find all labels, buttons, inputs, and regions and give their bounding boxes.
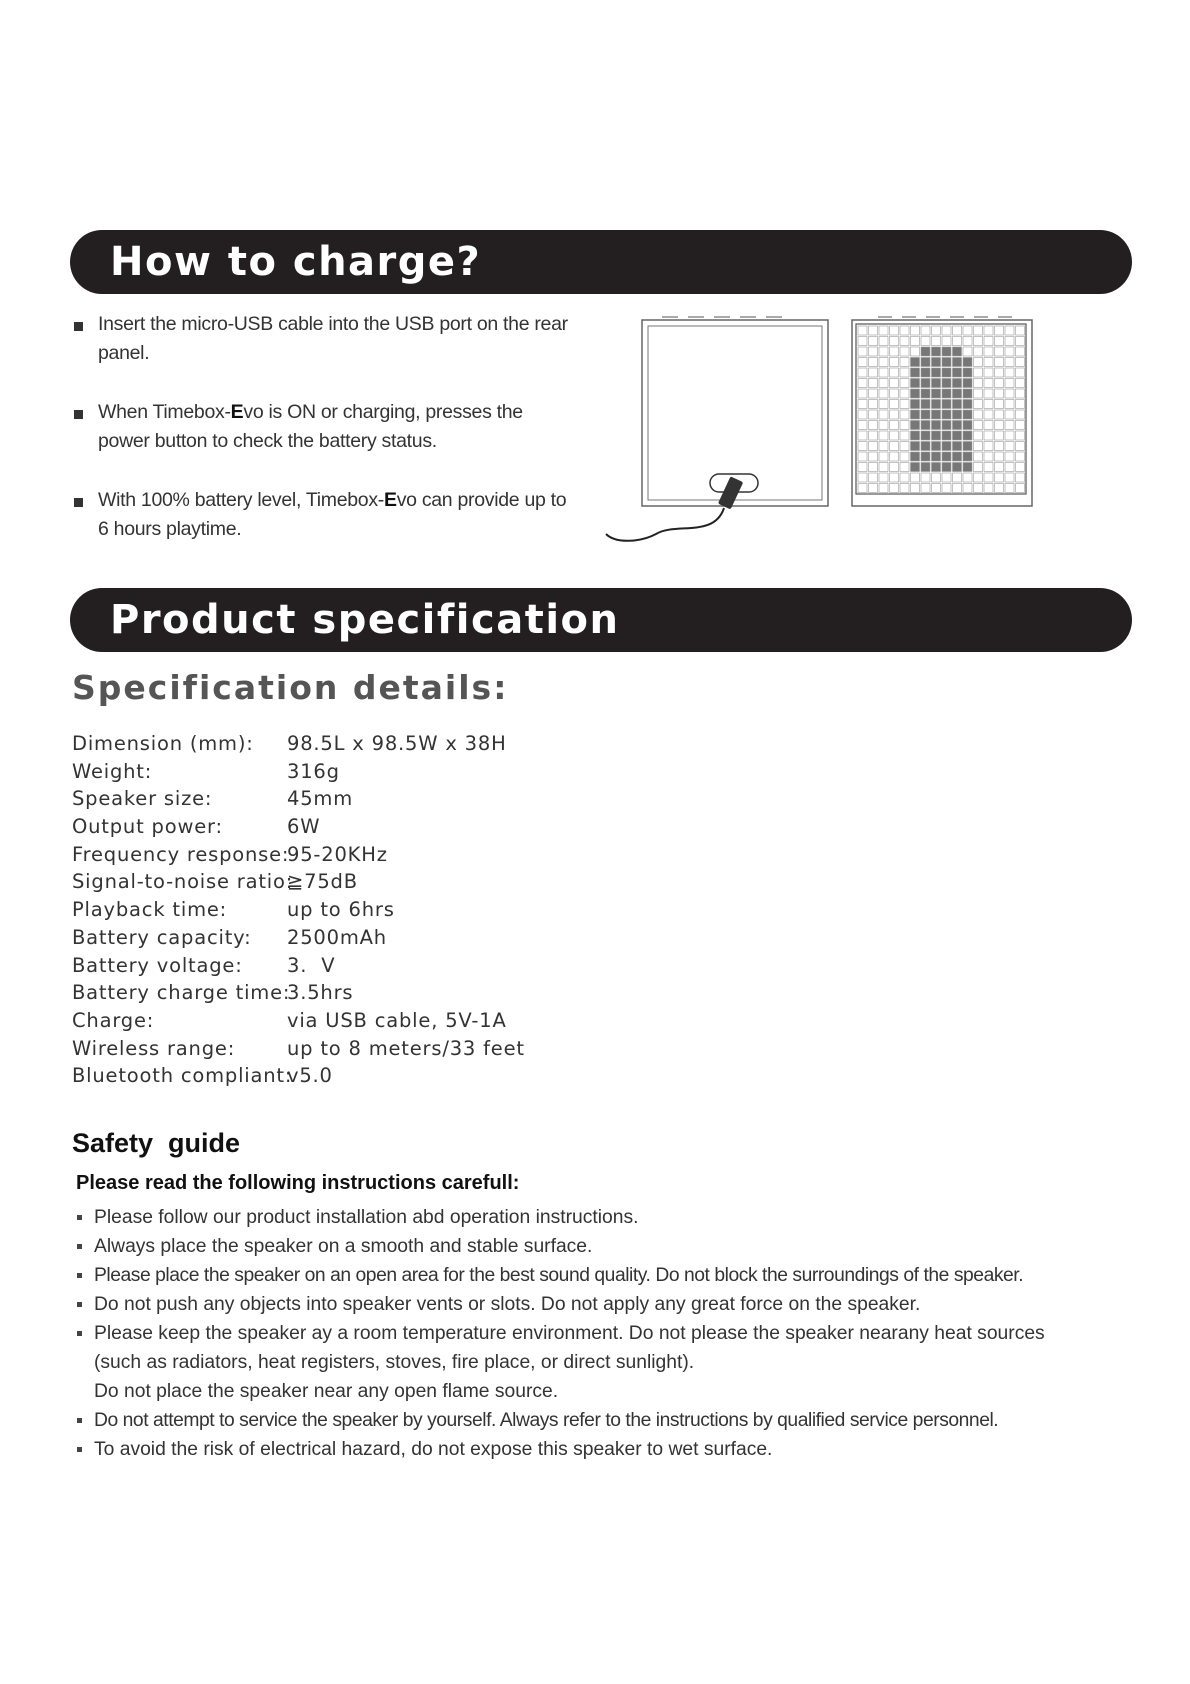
dot-bullet-icon: [77, 1418, 82, 1423]
charge-section-title: How to charge?: [110, 239, 482, 285]
spec-label: Frequency response:: [72, 842, 290, 866]
spec-label: Charge:: [72, 1008, 155, 1032]
safety-guide-title: Safety guide: [72, 1128, 241, 1158]
spec-label: Battery capacity:: [72, 925, 252, 949]
charge-bullet: With 100% battery level, Timebox-Evo can provide up to 6 hours playtime.: [72, 486, 572, 544]
safety-item: Do not attempt to service the speaker by yourself. Always refer to the instructions by qualified service personnel.: [76, 1406, 1076, 1435]
spec-label: Weight:: [72, 759, 153, 783]
charge-bullet: Insert the micro-USB cable into the USB port on the rear panel.: [72, 310, 572, 368]
spec-label: Speaker size:: [72, 787, 213, 811]
spec-value: up to 8 meters/33 feet: [287, 1036, 525, 1060]
spec-value: v5.0: [287, 1064, 333, 1088]
safety-item: Please place the speaker on an open area for the best sound quality. Do not block the surroundings of the speaker.: [76, 1261, 1076, 1290]
spec-value: 98.5L x 98.5W x 38H: [287, 732, 507, 755]
spec-value: 95-20KHz: [287, 842, 388, 866]
spec-label: Wireless range:: [72, 1036, 236, 1060]
safety-instructions-list: [76, 1203, 1076, 1464]
dot-bullet-icon: [77, 1244, 82, 1249]
square-bullet-icon: [74, 322, 83, 331]
charging-illustration: [596, 312, 1056, 552]
dot-bullet-icon: [77, 1215, 82, 1220]
charge-section-banner: [70, 230, 1132, 294]
safety-item: Please keep the speaker ay a room temperature environment. Do not please the speaker nearany heat sources (such as radiators, heat registers, stoves, fire place, or direct sunlight). Do not place the speaker near any open flame source.: [76, 1319, 1076, 1406]
safety-item: Always place the speaker on a smooth and stable surface.: [76, 1232, 1076, 1261]
dot-bullet-icon: [77, 1447, 82, 1452]
spec-details-heading: Specification details:: [72, 668, 509, 707]
spec-value: 316g: [287, 759, 340, 783]
spec-label: Signal-to-noise ratio:: [72, 870, 294, 894]
spec-section-title: Product specification: [110, 597, 620, 643]
charge-instructions-list: [72, 310, 572, 574]
charge-bullet: When Timebox-Evo is ON or charging, presses the power button to check the battery status.: [72, 398, 572, 456]
spec-value: ≧75dB: [287, 870, 358, 894]
spec-label: Battery voltage:: [72, 953, 243, 977]
spec-label: Playback time:: [72, 898, 228, 922]
safety-item: To avoid the risk of electrical hazard, do not expose this speaker to wet surface.: [76, 1435, 1076, 1464]
spec-value: 3.5hrs: [287, 981, 354, 1005]
dot-bullet-icon: [77, 1331, 82, 1336]
spec-value: 45mm: [287, 787, 354, 811]
square-bullet-icon: [74, 410, 83, 419]
safety-guide-subtitle: Please read the following instructions carefull:: [76, 1172, 520, 1194]
spec-value: 3. V: [287, 953, 336, 977]
safety-item: Do not push any objects into speaker vents or slots. Do not apply any great force on the speaker.: [76, 1290, 1076, 1319]
dot-bullet-icon: [77, 1273, 82, 1278]
speaker-rear-usb-cable-icon: [606, 317, 828, 541]
spec-label: Battery charge time:: [72, 981, 291, 1005]
spec-section-banner: [70, 588, 1132, 652]
spec-value: 6W: [287, 815, 321, 839]
square-bullet-icon: [74, 498, 83, 507]
dot-bullet-icon: [77, 1302, 82, 1307]
spec-label: Output power:: [72, 815, 223, 839]
safety-item: Please follow our product installation abd operation instructions.: [76, 1203, 1076, 1232]
speaker-battery-display-icon: [852, 317, 1032, 506]
spec-label: Dimension (mm):: [72, 732, 254, 755]
spec-value: via USB cable, 5V-1A: [287, 1008, 507, 1032]
spec-value: 2500mAh: [287, 925, 387, 949]
spec-value: up to 6hrs: [287, 898, 395, 922]
spec-label: Bluetooth compliant:: [72, 1064, 293, 1088]
